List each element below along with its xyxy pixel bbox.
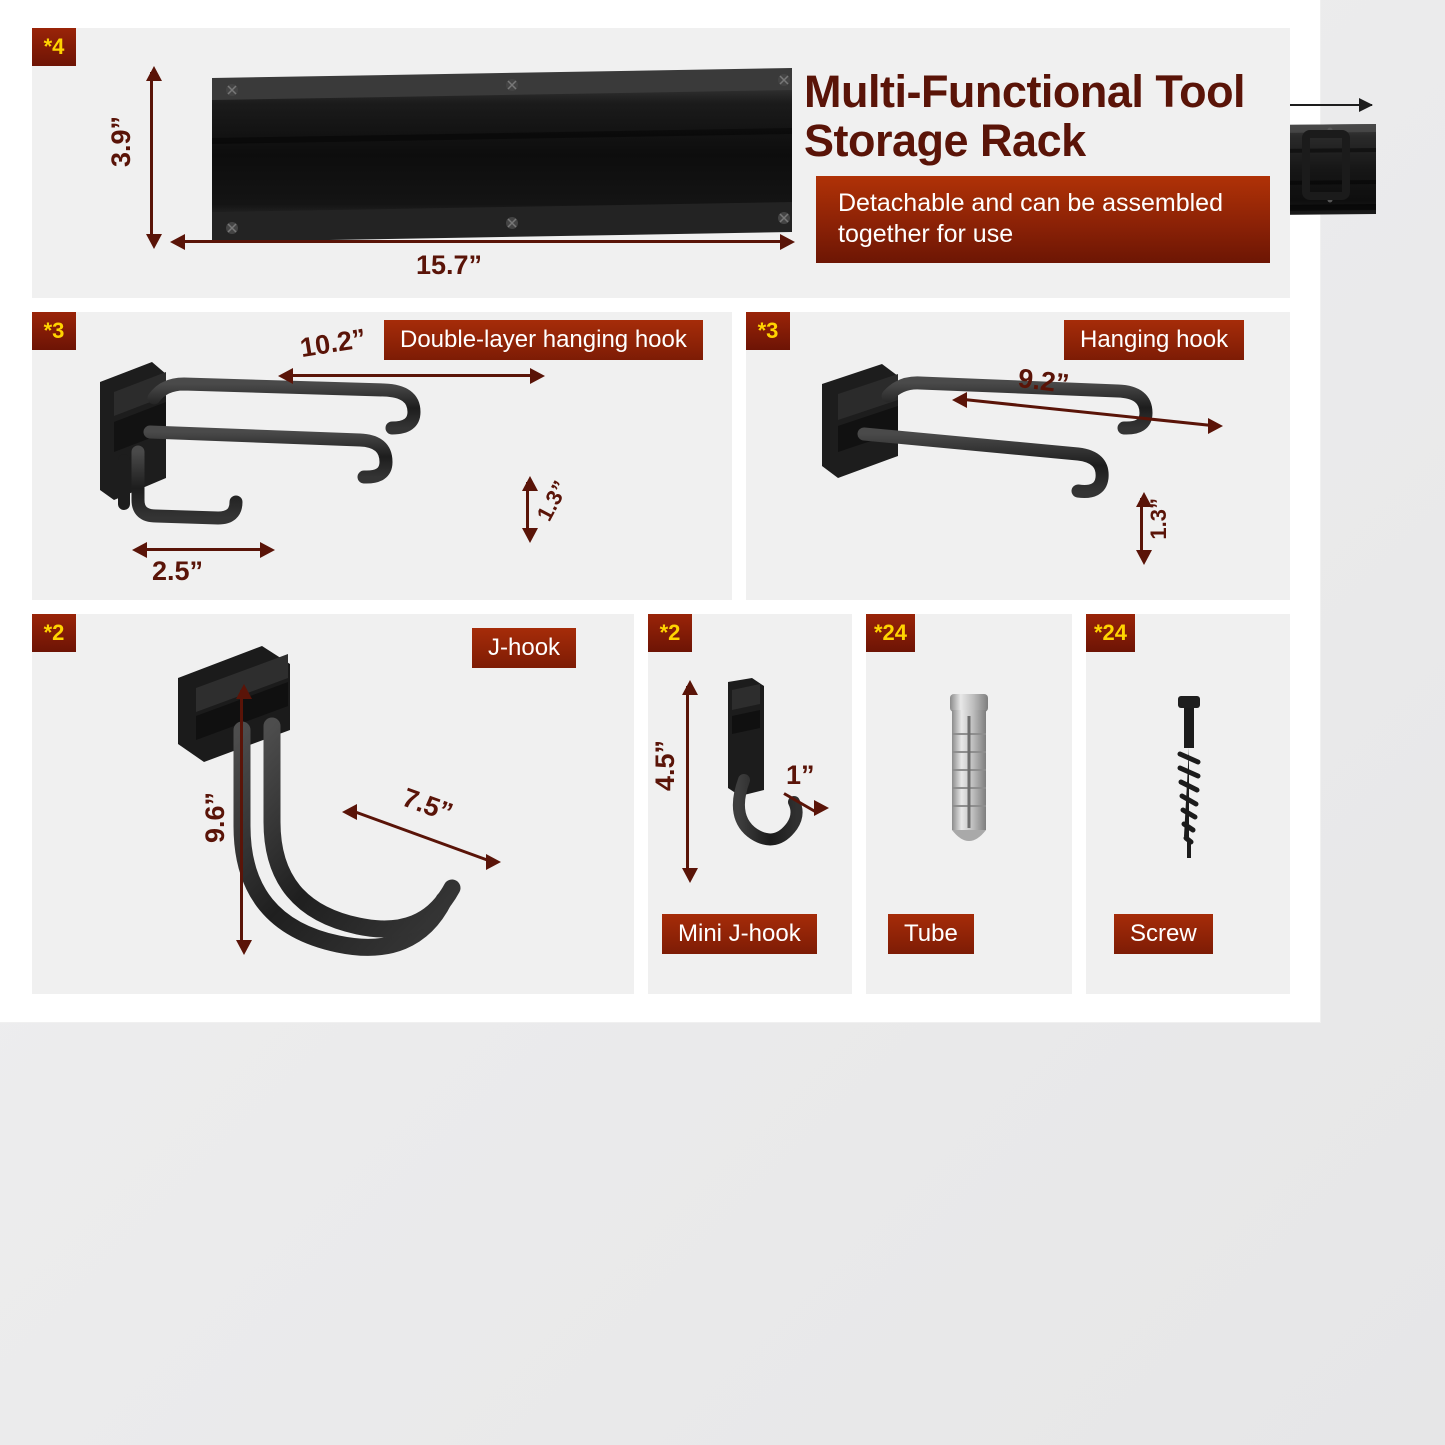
jh-height-arrow-down xyxy=(236,940,252,955)
mini-j-hook-illustration xyxy=(698,676,838,866)
board-width-arrow-left xyxy=(170,234,185,250)
mjh-length-text: 1” xyxy=(786,760,815,790)
jh-height-line xyxy=(240,690,243,946)
dlh-length-text: 10.2” xyxy=(297,323,368,363)
board-height-arrow-down xyxy=(146,234,162,249)
subtitle-banner: Detachable and can be assembled together for use xyxy=(816,176,1270,263)
hh-length-text: 9.2” xyxy=(1016,363,1071,400)
panel-screw xyxy=(1086,614,1290,994)
page-title xyxy=(804,68,1284,165)
tube-illustration xyxy=(932,690,1012,870)
panel-rail-board xyxy=(32,28,1290,298)
title-line-2: Storage Rack xyxy=(804,114,1086,166)
jh-length-arrow-right xyxy=(486,854,501,870)
board-width-text: 15.7” xyxy=(416,250,483,280)
label-hanging-hook: Hanging hook xyxy=(1064,320,1244,360)
label-tube: Tube xyxy=(888,914,974,954)
double-layer-hook-illustration xyxy=(80,340,580,592)
mjh-length-arrow-right xyxy=(814,800,829,816)
dlh-depth-arrow-right xyxy=(260,542,275,558)
dlh-length-arrow-left xyxy=(278,368,293,384)
qty-badge-hanging-hook: *3 xyxy=(746,312,790,350)
hh-length-arrow-right xyxy=(1208,418,1223,434)
mjh-height-arrow-down xyxy=(682,868,698,883)
label-j-hook: J-hook xyxy=(472,628,576,668)
jh-length-text: 7.5” xyxy=(398,782,457,828)
label-screw: Screw xyxy=(1114,914,1213,954)
hh-gap-arrow-down xyxy=(1136,550,1152,565)
board-width-arrow-right xyxy=(780,234,795,250)
panel-double-layer-hook xyxy=(32,312,732,600)
label-mini-j-hook: Mini J-hook xyxy=(662,914,817,954)
qty-badge-mini-j-hook: *2 xyxy=(648,614,692,652)
board-height-arrow-up xyxy=(146,66,162,81)
hh-gap-text: 1.3” xyxy=(1146,498,1171,540)
qty-badge-rail-board: *4 xyxy=(32,28,76,66)
dlh-depth-arrow-left xyxy=(132,542,147,558)
dlh-gap-text: 1.3” xyxy=(531,476,574,525)
dlh-gap-arrow-down xyxy=(522,528,538,543)
jh-length-arrow-left xyxy=(342,804,357,820)
panel-mini-j-hook xyxy=(648,614,852,994)
panel-j-hook xyxy=(32,614,634,994)
hh-length-arrow-left xyxy=(952,392,967,408)
panel-tube xyxy=(866,614,1072,994)
mjh-height-line xyxy=(686,686,689,874)
jh-height-arrow-up xyxy=(236,684,252,699)
board-width-line xyxy=(182,240,782,243)
panel-hanging-hook xyxy=(746,312,1290,600)
dlh-length-line xyxy=(290,374,532,377)
dlh-depth-line xyxy=(144,548,262,551)
screw-illustration xyxy=(1162,692,1222,878)
qty-badge-j-hook: *2 xyxy=(32,614,76,652)
qty-badge-tube: *24 xyxy=(866,614,915,652)
board-height-line xyxy=(150,72,153,240)
jh-height-text: 9.6” xyxy=(200,792,230,844)
dlh-length-arrow-right xyxy=(530,368,545,384)
dlh-gap-arrow-up xyxy=(522,476,538,491)
title-line-1: Multi-Functional Tool xyxy=(804,66,1246,117)
qty-badge-screw: *24 xyxy=(1086,614,1135,652)
label-double-layer-hook: Double-layer hanging hook xyxy=(384,320,703,360)
mjh-height-text: 4.5” xyxy=(650,740,680,792)
rail-board-illustration xyxy=(172,60,792,260)
board-height-text: 3.9” xyxy=(106,116,136,168)
dlh-depth-text: 2.5” xyxy=(152,556,204,586)
qty-badge-double-layer-hook: *3 xyxy=(32,312,76,350)
mjh-height-arrow-up xyxy=(682,680,698,695)
